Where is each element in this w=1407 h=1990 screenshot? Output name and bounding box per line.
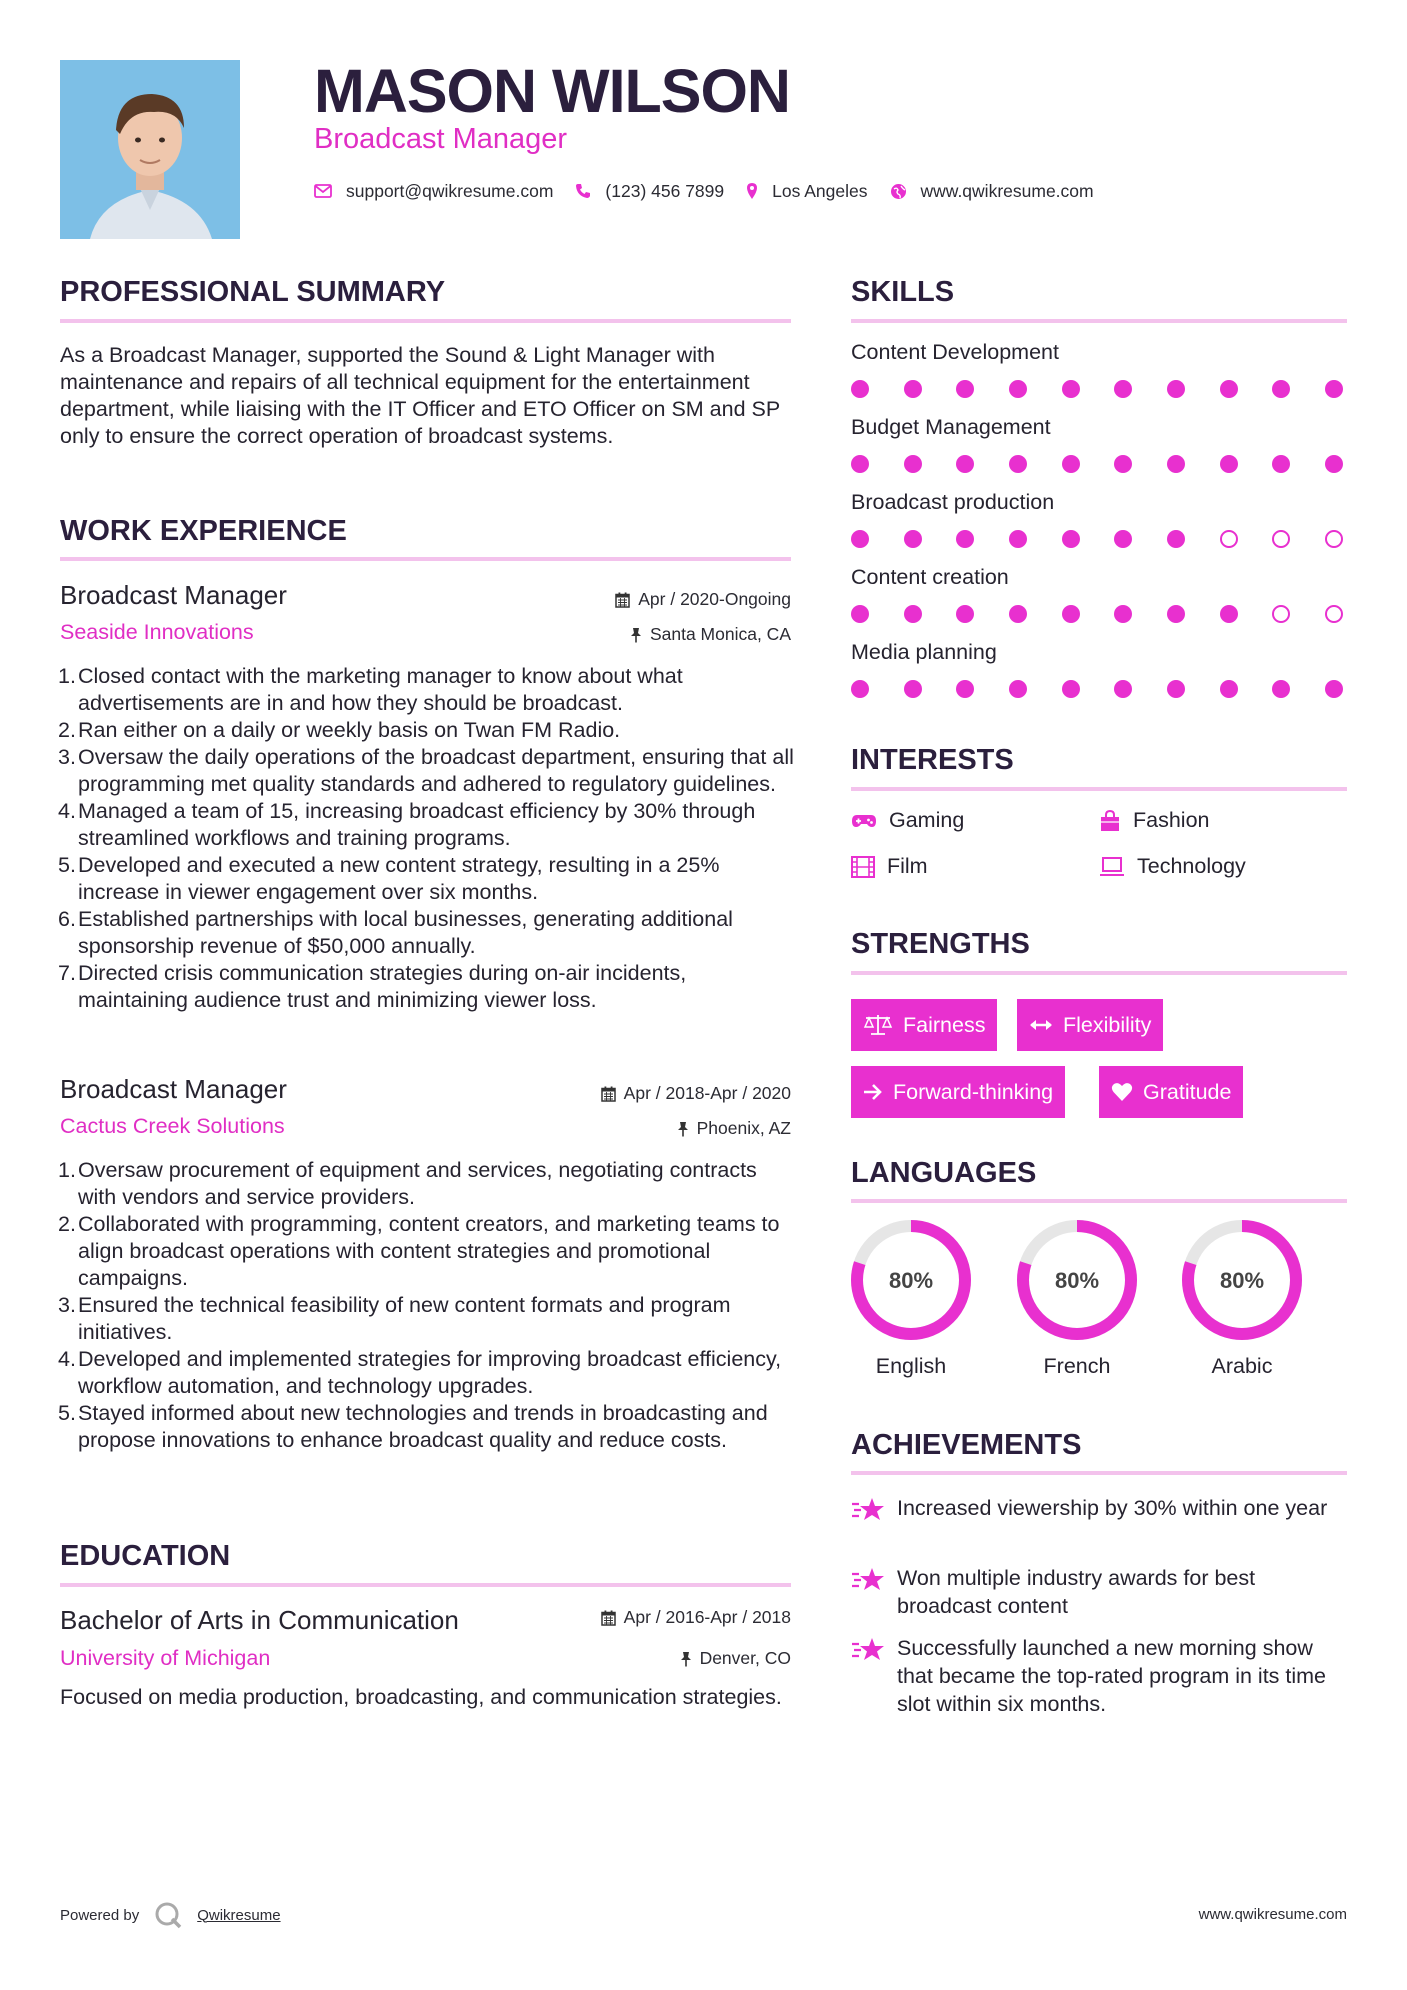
pushpin-icon: [677, 1121, 689, 1137]
language-label: French: [1043, 1354, 1111, 1378]
rating-dot-filled: [904, 680, 922, 698]
strength-label: Fairness: [903, 1012, 986, 1037]
education-location: [680, 1648, 791, 1669]
rating-dot-filled: [1220, 380, 1238, 398]
skill-rating: [851, 680, 1343, 698]
rating-dot-filled: [1009, 455, 1027, 473]
skill-rating: [851, 455, 1343, 473]
list-item: 4. Managed a team of 15, increasing broadcast efficiency by 30% through streamlined workflows and training programs.: [58, 799, 756, 850]
contact-bar: [314, 178, 1116, 204]
rating-dot-filled: [1167, 680, 1185, 698]
achievement-text: Won multiple industry awards for best broadcast content: [897, 1566, 1256, 1618]
rating-dot-filled: [1062, 455, 1080, 473]
calendar-icon: [615, 592, 630, 608]
skill-rating: [851, 605, 1343, 623]
skill-item: [851, 565, 1351, 640]
interest-item-gaming: [851, 808, 964, 833]
rating-dot-empty: [1325, 605, 1343, 623]
rating-dot-filled: [1114, 455, 1132, 473]
list-item: 5. Developed and executed a new content strategy, resulting in a 25% increase in viewer engagement over six months.: [58, 853, 720, 904]
degree-title: Bachelor of Arts in Communication: [60, 1605, 459, 1635]
candidate-title: Broadcast Manager: [314, 123, 568, 155]
rating-dot-filled: [1062, 530, 1080, 548]
language-ring: [1016, 1219, 1138, 1341]
skill-label: Broadcast production: [851, 490, 1055, 514]
contact-location: Los Angeles: [772, 180, 868, 201]
heart-icon: [1111, 1082, 1133, 1102]
list-item: 7. Directed crisis communication strategies during on-air incidents, maintaining audience trust and minimizing viewer loss.: [58, 961, 687, 1012]
footer-url[interactable]: www.qwikresume.com: [1198, 1906, 1347, 1923]
skill-item: [851, 640, 1351, 715]
rating-dot-filled: [1167, 455, 1185, 473]
shooting-star-icon: [851, 1496, 885, 1524]
interest-label: Fashion: [1133, 808, 1210, 832]
interest-item-fashion: [1099, 808, 1210, 833]
rating-dot-filled: [1062, 605, 1080, 623]
summary-heading: PROFESSIONAL SUMMARY: [60, 276, 446, 308]
globe-icon: [890, 183, 907, 200]
rating-dot-filled: [1325, 680, 1343, 698]
language-ring: [1181, 1219, 1303, 1341]
laptop-icon: [1099, 857, 1125, 877]
language-english: [850, 1219, 972, 1379]
strength-tag-flexibility: [1017, 999, 1163, 1051]
strength-tag-forward-thinking: [851, 1066, 1065, 1118]
job-bullets: [60, 663, 800, 1014]
language-ring: [850, 1219, 972, 1341]
achievement-item: [851, 1494, 1351, 1524]
scale-icon: [863, 1014, 893, 1036]
rating-dot-filled: [956, 380, 974, 398]
calendar-icon: [601, 1086, 616, 1102]
rating-dot-filled: [1009, 605, 1027, 623]
rating-dot-filled: [1114, 680, 1132, 698]
interest-item-film: [851, 854, 928, 879]
candidate-name: MASON WILSON: [314, 57, 790, 125]
language-percent: 80%: [1219, 1268, 1265, 1293]
contact-website[interactable]: www.qwikresume.com: [920, 180, 1094, 201]
list-item: 2. Ran either on a daily or weekly basis on Twan FM Radio.: [58, 718, 621, 742]
job-location-text: Santa Monica, CA: [649, 624, 791, 644]
interest-label: Gaming: [889, 808, 965, 832]
interests-heading: INTERESTS: [851, 744, 1014, 776]
education-divider: [60, 1583, 791, 1587]
experience-divider: [60, 557, 791, 561]
pushpin-icon: [680, 1651, 692, 1667]
skill-label: Content creation: [851, 565, 1009, 589]
rating-dot-filled: [1114, 605, 1132, 623]
rating-dot-filled: [851, 380, 869, 398]
experience-heading: WORK EXPERIENCE: [60, 515, 347, 547]
phone-icon: [575, 183, 591, 199]
rating-dot-filled: [1114, 530, 1132, 548]
rating-dot-filled: [1272, 680, 1290, 698]
rating-dot-filled: [1167, 605, 1185, 623]
rating-dot-filled: [1220, 605, 1238, 623]
rating-dot-empty: [1272, 605, 1290, 623]
profile-photo: [60, 60, 240, 239]
job-title: Broadcast Manager: [60, 1074, 287, 1104]
rating-dot-filled: [904, 380, 922, 398]
skill-rating: [851, 530, 1343, 548]
job-location: [630, 624, 791, 645]
strength-label: Flexibility: [1063, 1012, 1152, 1037]
skill-item: [851, 415, 1351, 490]
job-bullets: [60, 1157, 800, 1454]
rating-dot-filled: [1272, 380, 1290, 398]
rating-dot-filled: [851, 530, 869, 548]
language-percent: 80%: [888, 1268, 934, 1293]
language-arabic: [1181, 1219, 1303, 1379]
list-item: 1. Oversaw procurement of equipment and services, negotiating contracts with vendors and service providers.: [58, 1158, 757, 1209]
job-dates: [601, 1083, 791, 1104]
achievement-item: [851, 1564, 1351, 1620]
skills-list: [851, 340, 1351, 715]
skill-rating: [851, 380, 1343, 398]
skills-divider: [851, 319, 1347, 323]
rating-dot-filled: [1220, 680, 1238, 698]
rating-dot-filled: [1167, 530, 1185, 548]
rating-dot-filled: [851, 680, 869, 698]
rating-dot-filled: [1325, 380, 1343, 398]
list-item: 4. Developed and implemented strategies for improving broadcast efficiency, workflow automation, and technology upgrades.: [58, 1347, 782, 1398]
rating-dot-filled: [956, 455, 974, 473]
list-item: 3. Ensured the technical feasibility of new content formats and program initiatives.: [58, 1293, 731, 1344]
contact-phone[interactable]: (123) 456 7899: [605, 180, 725, 201]
skill-item: [851, 340, 1351, 415]
strength-tag-fairness: [851, 999, 997, 1051]
rating-dot-filled: [1009, 530, 1027, 548]
rating-dot-filled: [1009, 380, 1027, 398]
job-company: Cactus Creek Solutions: [60, 1114, 285, 1138]
list-item: 3. Oversaw the daily operations of the broadcast department, ensuring that all programming met quality standards and adhered to regulatory guidelines.: [58, 745, 794, 796]
skills-heading: SKILLS: [851, 276, 955, 308]
school-name: University of Michigan: [60, 1646, 271, 1670]
email-icon: [314, 184, 332, 198]
education-location-text: Denver, CO: [699, 1648, 791, 1668]
job-dates: [615, 589, 791, 610]
strength-label: Gratitude: [1143, 1079, 1232, 1104]
strengths-divider: [851, 971, 1347, 975]
languages-heading: LANGUAGES: [851, 1157, 1037, 1189]
strength-tag-gratitude: [1099, 1066, 1243, 1118]
summary-text: As a Broadcast Manager, supported the Sound & Light Manager with maintenance and repairs of all technical equipment for the entertainment department, while liaising with the IT Officer and ETO Officer on SM and SP only to ensure the correct operation of broadcast systems.: [60, 343, 780, 448]
calendar-icon: [601, 1610, 616, 1626]
job-company: Seaside Innovations: [60, 620, 254, 644]
interests-divider: [851, 787, 1347, 791]
film-icon: [851, 856, 875, 878]
pushpin-icon: [630, 627, 642, 643]
rating-dot-filled: [1167, 380, 1185, 398]
contact-email[interactable]: support@qwikresume.com: [346, 180, 554, 201]
rating-dot-empty: [1220, 530, 1238, 548]
list-item: 5. Stayed informed about new technologies and trends in broadcasting and propose innovations to enhance broadcast quality and reduce costs.: [58, 1401, 768, 1452]
shooting-star-icon: [851, 1636, 885, 1664]
gamepad-icon: [851, 813, 877, 829]
education-heading: EDUCATION: [60, 1540, 231, 1572]
rating-dot-filled: [1325, 455, 1343, 473]
job-dates-text: Apr / 2020-Ongoing: [638, 589, 791, 609]
rating-dot-filled: [851, 455, 869, 473]
rating-dot-filled: [1009, 680, 1027, 698]
achievements-divider: [851, 1471, 1347, 1475]
job-title: Broadcast Manager: [60, 580, 287, 610]
rating-dot-filled: [904, 455, 922, 473]
education-description: Focused on media production, broadcasting, and communication strategies.: [60, 1685, 782, 1709]
skill-label: Budget Management: [851, 415, 1051, 439]
rating-dot-filled: [1272, 455, 1290, 473]
shopping-bag-icon: [1099, 810, 1121, 832]
footer-powered-by: [60, 1900, 281, 1930]
strength-label: Forward-thinking: [893, 1079, 1054, 1104]
rating-dot-filled: [956, 530, 974, 548]
rating-dot-filled: [956, 605, 974, 623]
achievement-text: Successfully launched a new morning show that became the top-rated program in its time slot within six months.: [897, 1636, 1327, 1716]
qwikresume-link[interactable]: Qwikresume: [197, 1906, 281, 1924]
rating-dot-filled: [1220, 455, 1238, 473]
rating-dot-filled: [1062, 680, 1080, 698]
interest-item-technology: [1099, 854, 1246, 879]
language-label: Arabic: [1211, 1354, 1273, 1378]
interest-label: Technology: [1137, 854, 1246, 878]
qwikresume-logo-icon: [153, 1900, 183, 1930]
rating-dot-filled: [904, 530, 922, 548]
list-item: 1. Closed contact with the marketing manager to know about what advertisements are in and how they should be broadcast.: [58, 664, 683, 715]
rating-dot-filled: [1062, 380, 1080, 398]
education-dates: [601, 1607, 791, 1628]
job-location-text: Phoenix, AZ: [696, 1118, 791, 1138]
arrow-right-icon: [863, 1083, 883, 1101]
skill-item: [851, 490, 1351, 565]
skill-label: Content Development: [851, 340, 1059, 364]
rating-dot-filled: [1114, 380, 1132, 398]
arrows-horizontal-icon: [1029, 1018, 1053, 1032]
shooting-star-icon: [851, 1566, 885, 1594]
languages-divider: [851, 1199, 1347, 1203]
skill-label: Media planning: [851, 640, 997, 664]
job-location: [677, 1118, 791, 1139]
rating-dot-filled: [904, 605, 922, 623]
rating-dot-filled: [956, 680, 974, 698]
rating-dot-empty: [1325, 530, 1343, 548]
list-item: 6. Established partnerships with local businesses, generating additional sponsorship revenue of $50,000 annually.: [58, 907, 733, 958]
summary-divider: [60, 319, 791, 323]
language-percent: 80%: [1054, 1268, 1100, 1293]
education-dates-text: Apr / 2016-Apr / 2018: [623, 1607, 791, 1627]
job-dates-text: Apr / 2018-Apr / 2020: [623, 1083, 791, 1103]
achievement-text: Increased viewership by 30% within one year: [897, 1496, 1328, 1520]
language-french: [1016, 1219, 1138, 1379]
strengths-heading: STRENGTHS: [851, 928, 1030, 960]
language-label: English: [875, 1354, 947, 1378]
achievements-heading: ACHIEVEMENTS: [851, 1429, 1082, 1461]
interest-label: Film: [887, 854, 928, 878]
list-item: 2. Collaborated with programming, content creators, and marketing teams to align broadcast operations with content strategies and promotional campaigns.: [58, 1212, 780, 1290]
map-pin-icon: [746, 182, 758, 200]
profile-photo-illustration: [60, 60, 240, 239]
achievement-item: [851, 1634, 1351, 1718]
rating-dot-empty: [1272, 530, 1290, 548]
rating-dot-filled: [851, 605, 869, 623]
powered-by-label: Powered by: [60, 1906, 140, 1924]
